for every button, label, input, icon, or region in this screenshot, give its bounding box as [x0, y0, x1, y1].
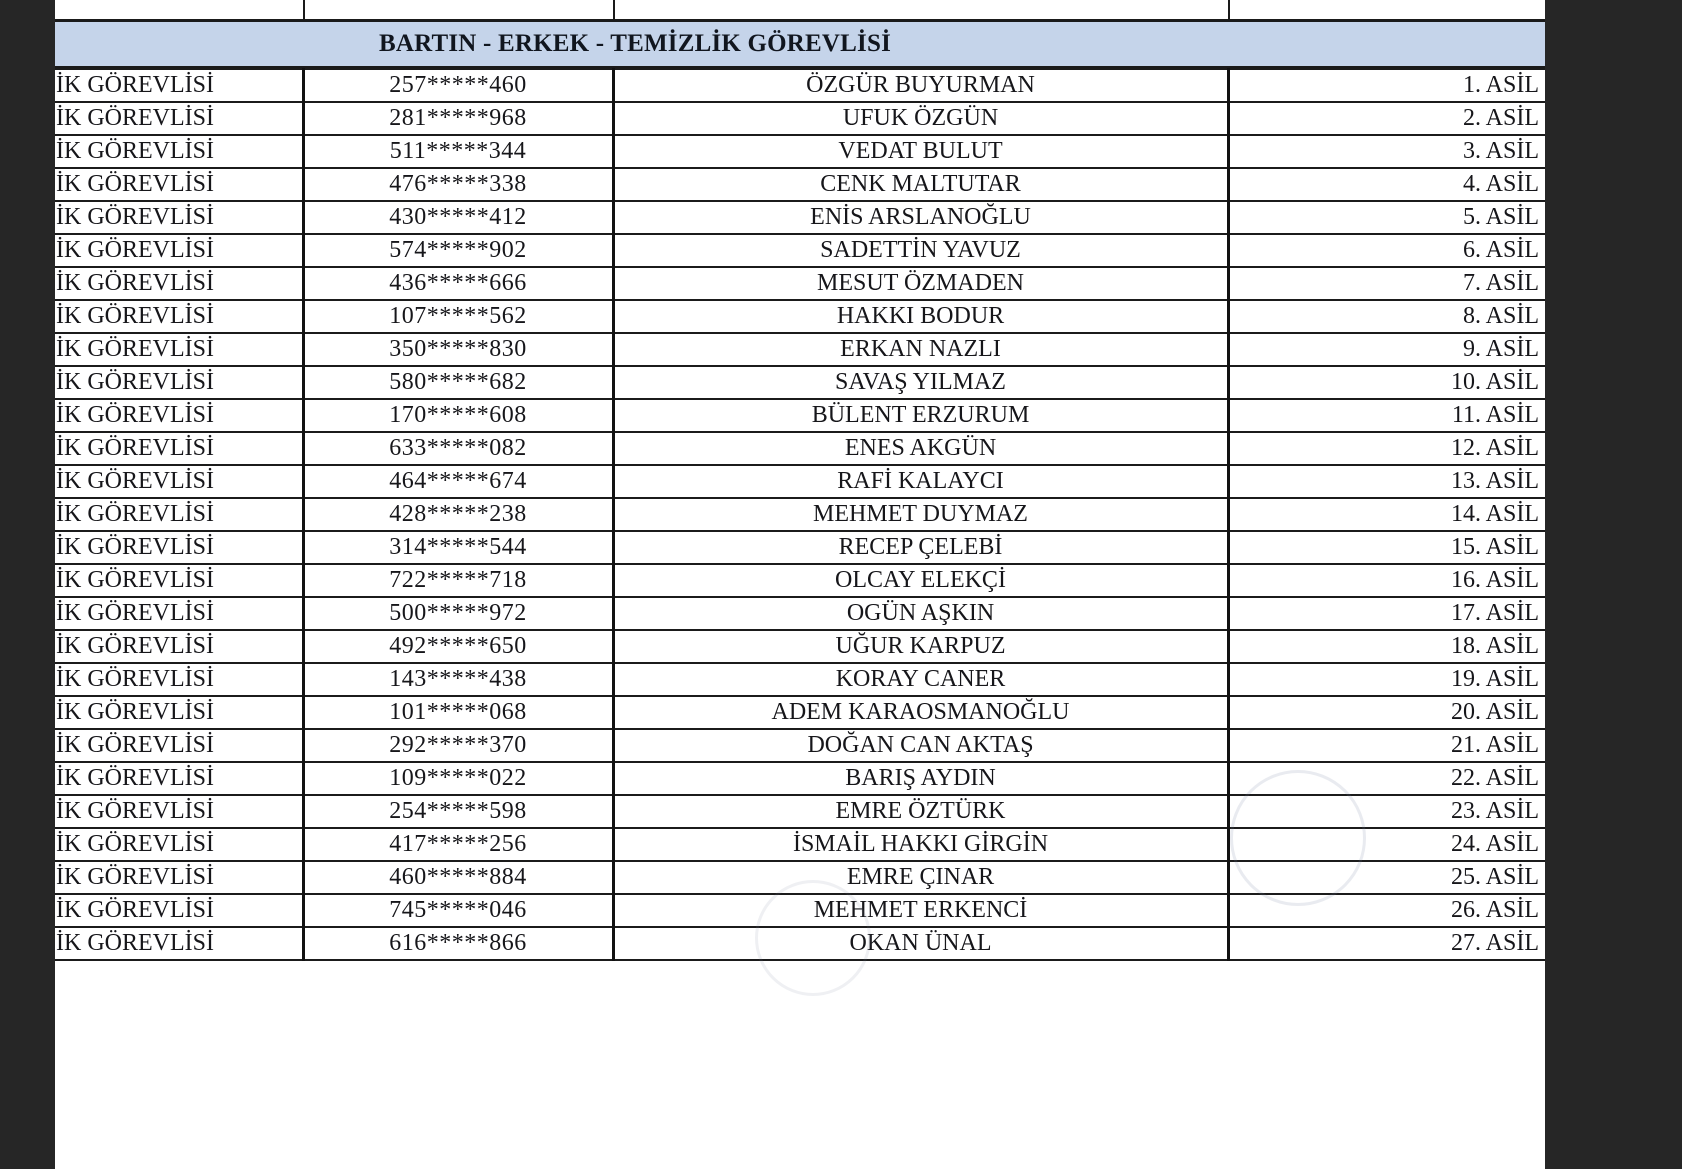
cell-identity-number: 350*****830 — [303, 333, 613, 366]
cell-full-name: İSMAİL HAKKI GİRGİN — [613, 828, 1228, 861]
cell-position: İK GÖREVLİSİ — [55, 861, 303, 894]
table-row — [55, 597, 1545, 630]
cell-rank: 17. ASİL — [1228, 597, 1545, 630]
cell-rank: 8. ASİL — [1228, 300, 1545, 333]
cell-position: İK GÖREVLİSİ — [55, 828, 303, 861]
cell-full-name: OGÜN AŞKIN — [613, 597, 1228, 630]
cell-full-name: OKAN ÜNAL — [613, 927, 1228, 960]
page-title: BARTIN - ERKEK - TEMİZLİK GÖREVLİSİ — [378, 30, 892, 57]
cell-identity-number: 430*****412 — [303, 201, 613, 234]
cell-position: İK GÖREVLİSİ — [55, 69, 303, 102]
cell-rank: 14. ASİL — [1228, 498, 1545, 531]
cell-rank: 24. ASİL — [1228, 828, 1545, 861]
table-row — [55, 168, 1545, 201]
cell-identity-number: 314*****544 — [303, 531, 613, 564]
cell-full-name: EMRE ÖZTÜRK — [613, 795, 1228, 828]
cell-position: İK GÖREVLİSİ — [55, 531, 303, 564]
cell-identity-number: 143*****438 — [303, 663, 613, 696]
cell-rank: 3. ASİL — [1228, 135, 1545, 168]
cell-position: İK GÖREVLİSİ — [55, 432, 303, 465]
table-row — [55, 498, 1545, 531]
table-row — [55, 300, 1545, 333]
cell-identity-number: 254*****598 — [303, 795, 613, 828]
cell-rank: 23. ASİL — [1228, 795, 1545, 828]
cell-rank: 20. ASİL — [1228, 696, 1545, 729]
cell-position: İK GÖREVLİSİ — [55, 465, 303, 498]
cell-identity-number: 101*****068 — [303, 696, 613, 729]
cell-full-name: OLCAY ELEKÇİ — [613, 564, 1228, 597]
cell-position: İK GÖREVLİSİ — [55, 663, 303, 696]
table-row — [55, 696, 1545, 729]
cell-position: İK GÖREVLİSİ — [55, 168, 303, 201]
cell-full-name: DOĞAN CAN AKTAŞ — [613, 729, 1228, 762]
cell-identity-number: 464*****674 — [303, 465, 613, 498]
roster-table — [55, 68, 1545, 961]
cell-full-name: SADETTİN YAVUZ — [613, 234, 1228, 267]
cell-rank: 16. ASİL — [1228, 564, 1545, 597]
cell-identity-number: 460*****884 — [303, 861, 613, 894]
cell-full-name: UFUK ÖZGÜN — [613, 102, 1228, 135]
table-row — [55, 564, 1545, 597]
cell-identity-number: 574*****902 — [303, 234, 613, 267]
cell-rank: 6. ASİL — [1228, 234, 1545, 267]
cell-rank: 25. ASİL — [1228, 861, 1545, 894]
cell-rank: 13. ASİL — [1228, 465, 1545, 498]
cell-identity-number: 292*****370 — [303, 729, 613, 762]
cell-position: İK GÖREVLİSİ — [55, 234, 303, 267]
spreadsheet-page — [55, 0, 1545, 1169]
table-row — [55, 663, 1545, 696]
cell-position: İK GÖREVLİSİ — [55, 102, 303, 135]
table-row — [55, 135, 1545, 168]
cell-full-name: EMRE ÇINAR — [613, 861, 1228, 894]
cell-rank: 12. ASİL — [1228, 432, 1545, 465]
cell-identity-number: 257*****460 — [303, 69, 613, 102]
cell-identity-number: 417*****256 — [303, 828, 613, 861]
cell-position: İK GÖREVLİSİ — [55, 762, 303, 795]
cell-rank: 19. ASİL — [1228, 663, 1545, 696]
cell-identity-number: 109*****022 — [303, 762, 613, 795]
cell-position: İK GÖREVLİSİ — [55, 894, 303, 927]
table-row — [55, 267, 1545, 300]
cell-position: İK GÖREVLİSİ — [55, 201, 303, 234]
cell-identity-number: 722*****718 — [303, 564, 613, 597]
table-row — [55, 630, 1545, 663]
cell-full-name: ADEM KARAOSMANOĞLU — [613, 696, 1228, 729]
cell-identity-number: 428*****238 — [303, 498, 613, 531]
cell-position: İK GÖREVLİSİ — [55, 498, 303, 531]
cell-rank: 11. ASİL — [1228, 399, 1545, 432]
cell-position: İK GÖREVLİSİ — [55, 399, 303, 432]
cell-full-name: BÜLENT ERZURUM — [613, 399, 1228, 432]
column-divider-id — [613, 0, 615, 19]
cell-position: İK GÖREVLİSİ — [55, 927, 303, 960]
cell-position: İK GÖREVLİSİ — [55, 795, 303, 828]
table-row — [55, 366, 1545, 399]
cell-full-name: MEHMET DUYMAZ — [613, 498, 1228, 531]
cell-rank: 1. ASİL — [1228, 69, 1545, 102]
cell-rank: 2. ASİL — [1228, 102, 1545, 135]
cell-identity-number: 633*****082 — [303, 432, 613, 465]
table-row — [55, 762, 1545, 795]
cell-full-name: KORAY CANER — [613, 663, 1228, 696]
cell-full-name: MESUT ÖZMADEN — [613, 267, 1228, 300]
cell-full-name: ENES AKGÜN — [613, 432, 1228, 465]
cell-position: İK GÖREVLİSİ — [55, 729, 303, 762]
table-row — [55, 399, 1545, 432]
cell-full-name: ÖZGÜR BUYURMAN — [613, 69, 1228, 102]
cell-identity-number: 616*****866 — [303, 927, 613, 960]
cell-identity-number: 511*****344 — [303, 135, 613, 168]
cell-position: İK GÖREVLİSİ — [55, 597, 303, 630]
cell-rank: 4. ASİL — [1228, 168, 1545, 201]
table-row — [55, 333, 1545, 366]
cell-rank: 15. ASİL — [1228, 531, 1545, 564]
cell-position: İK GÖREVLİSİ — [55, 564, 303, 597]
cell-position: İK GÖREVLİSİ — [55, 135, 303, 168]
clipped-row-above-banner — [55, 0, 1545, 22]
cell-full-name: RAFİ KALAYCI — [613, 465, 1228, 498]
cell-rank: 26. ASİL — [1228, 894, 1545, 927]
table-row — [55, 861, 1545, 894]
cell-full-name: BARIŞ AYDIN — [613, 762, 1228, 795]
table-row — [55, 828, 1545, 861]
column-divider-name — [1228, 0, 1230, 19]
cell-full-name: CENK MALTUTAR — [613, 168, 1228, 201]
table-row — [55, 69, 1545, 102]
cell-rank: 27. ASİL — [1228, 927, 1545, 960]
cell-rank: 7. ASİL — [1228, 267, 1545, 300]
cell-full-name: ERKAN NAZLI — [613, 333, 1228, 366]
cell-identity-number: 476*****338 — [303, 168, 613, 201]
table-title-banner — [55, 22, 1545, 68]
page-blank-footer — [55, 961, 1545, 1141]
cell-identity-number: 580*****682 — [303, 366, 613, 399]
cell-rank: 9. ASİL — [1228, 333, 1545, 366]
table-row — [55, 729, 1545, 762]
cell-full-name: MEHMET ERKENCİ — [613, 894, 1228, 927]
column-divider-position — [303, 0, 305, 19]
cell-rank: 21. ASİL — [1228, 729, 1545, 762]
table-row — [55, 795, 1545, 828]
cell-identity-number: 281*****968 — [303, 102, 613, 135]
table-row — [55, 234, 1545, 267]
cell-position: İK GÖREVLİSİ — [55, 696, 303, 729]
cell-rank: 22. ASİL — [1228, 762, 1545, 795]
cell-rank: 18. ASİL — [1228, 630, 1545, 663]
cell-position: İK GÖREVLİSİ — [55, 267, 303, 300]
cell-full-name: UĞUR KARPUZ — [613, 630, 1228, 663]
table-row — [55, 201, 1545, 234]
table-row — [55, 927, 1545, 960]
cell-identity-number: 107*****562 — [303, 300, 613, 333]
cell-position: İK GÖREVLİSİ — [55, 300, 303, 333]
cell-position: İK GÖREVLİSİ — [55, 366, 303, 399]
cell-identity-number: 492*****650 — [303, 630, 613, 663]
cell-full-name: SAVAŞ YILMAZ — [613, 366, 1228, 399]
cell-identity-number: 500*****972 — [303, 597, 613, 630]
cell-identity-number: 745*****046 — [303, 894, 613, 927]
cell-position: İK GÖREVLİSİ — [55, 333, 303, 366]
cell-full-name: ENİS ARSLANOĞLU — [613, 201, 1228, 234]
table-row — [55, 531, 1545, 564]
table-row — [55, 102, 1545, 135]
cell-full-name: HAKKI BODUR — [613, 300, 1228, 333]
table-row — [55, 465, 1545, 498]
cell-identity-number: 170*****608 — [303, 399, 613, 432]
table-row — [55, 894, 1545, 927]
cell-full-name: VEDAT BULUT — [613, 135, 1228, 168]
cell-full-name: RECEP ÇELEBİ — [613, 531, 1228, 564]
cell-identity-number: 436*****666 — [303, 267, 613, 300]
cell-rank: 5. ASİL — [1228, 201, 1545, 234]
cell-rank: 10. ASİL — [1228, 366, 1545, 399]
table-row — [55, 432, 1545, 465]
cell-position: İK GÖREVLİSİ — [55, 630, 303, 663]
